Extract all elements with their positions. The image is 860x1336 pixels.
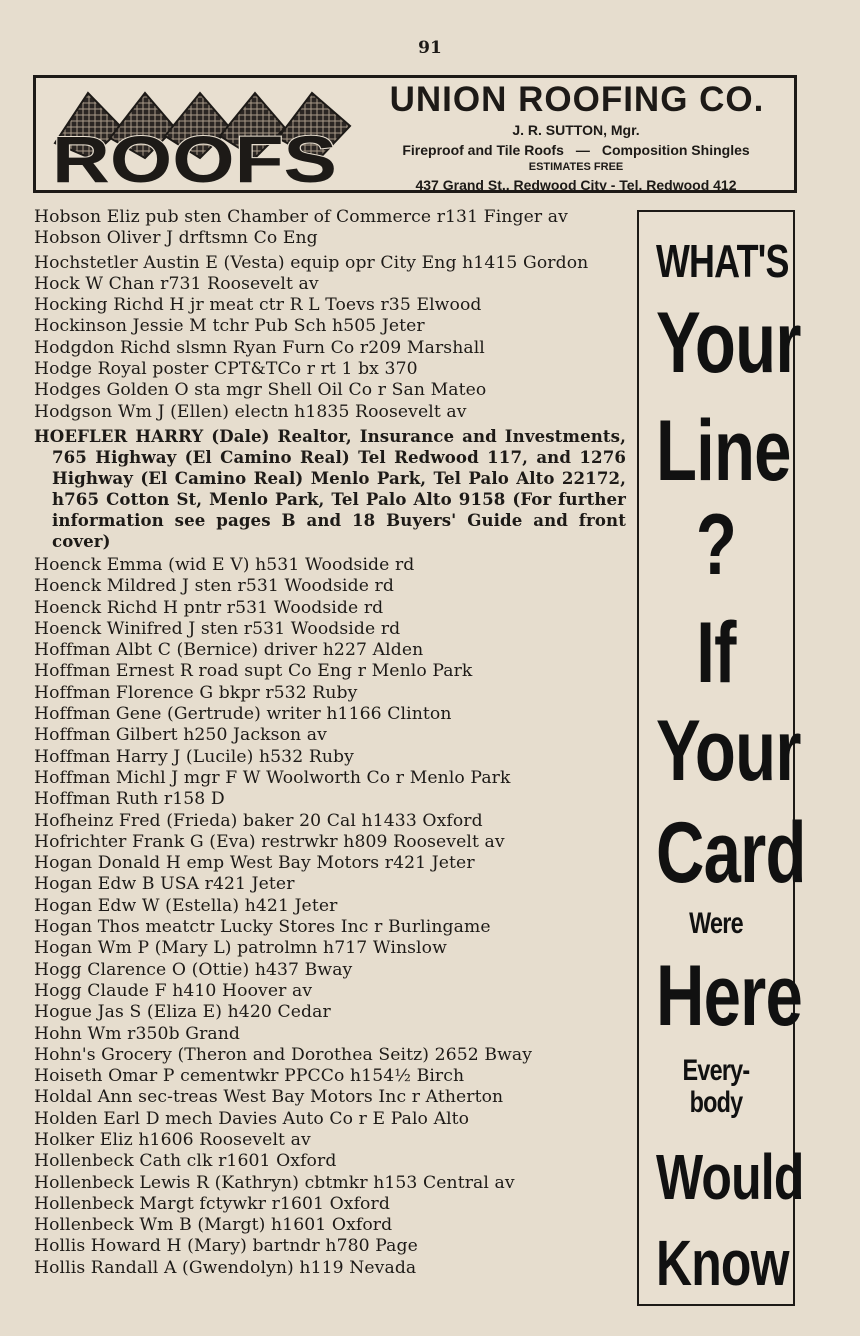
list-item: Hoenck Mildred J sten r531 Woodside rd bbox=[34, 576, 394, 597]
list-item: Hohn's Grocery (Theron and Dorothea Seitz) 2652 Bway bbox=[34, 1044, 533, 1065]
list-item: Hogan Wm P (Mary L) patrolmn h717 Winslow bbox=[34, 938, 447, 959]
list-item: Hogg Claude F h410 Hoover av bbox=[34, 980, 313, 1001]
list-item: Hollenbeck Wm B (Margt) h1601 Oxford bbox=[34, 1215, 393, 1236]
ad-line-body: body bbox=[689, 1086, 743, 1119]
list-item: Hoffman Albt C (Bernice) driver h227 Alden bbox=[34, 640, 424, 661]
ad-line-your-1: Your bbox=[655, 295, 801, 391]
ad-line-would: Would bbox=[655, 1141, 804, 1213]
hoefler-harry-listing: HOEFLER HARRY (Dale) Realtor, Insurance and Investments, 765 Highway (El Camino Real) Tel Redwood 117, and 1276 Highway (El Camino Real) Menlo Park, Tel Palo Alto 22172, h765 Cotton St, Menlo Park, Tel Palo Alto 9158 (For further information see pages B and 18 Buyers' Guide and front cover) bbox=[34, 425, 626, 551]
union-roofing-ad bbox=[33, 75, 797, 193]
list-item: Hoffman Gene (Gertrude) writer h1166 Clinton bbox=[34, 704, 452, 725]
list-item: Hodge Royal poster CPT&TCo r rt 1 bx 370 bbox=[34, 359, 418, 380]
list-item: Hoenck Emma (wid E V) h531 Woodside rd bbox=[34, 554, 415, 575]
list-item: Hodges Golden O sta mgr Shell Oil Co r San Mateo bbox=[34, 380, 487, 401]
list-item: Hollenbeck Cath clk r1601 Oxford bbox=[34, 1151, 337, 1172]
list-item: Hock W Chan r731 Roosevelt av bbox=[34, 273, 319, 294]
list-item: Hofheinz Fred (Frieda) baker 20 Cal h1433 Oxford bbox=[34, 810, 483, 831]
list-item: Hoffman Gilbert h250 Jackson av bbox=[34, 725, 327, 746]
list-item: Hoffman Harry J (Lucile) h532 Ruby bbox=[34, 746, 354, 767]
list-item: Hogan Donald H emp West Bay Motors r421 Jeter bbox=[34, 853, 475, 874]
manager-name: J. R. SUTTON, Mgr. bbox=[512, 122, 640, 138]
company-name: UNION ROOFING CO. bbox=[389, 80, 765, 119]
ad-line-whats: WHAT'S bbox=[655, 235, 789, 287]
roof-types bbox=[358, 142, 794, 158]
roof-type-dash: — bbox=[575, 142, 590, 158]
ad-line-line: Line bbox=[655, 403, 791, 499]
list-item: Holden Earl D mech Davies Auto Co r E Palo Alto bbox=[34, 1108, 470, 1129]
roof-type-fireproof: Fireproof and Tile Roofs bbox=[402, 142, 564, 158]
ad-line-here: Here bbox=[655, 948, 802, 1044]
list-item: Hollis Howard H (Mary) bartndr h780 Page bbox=[34, 1236, 418, 1257]
roof-type-composition: Composition Shingles bbox=[601, 142, 750, 158]
list-item: Hofrichter Frank G (Eva) restrwkr h809 Roosevelt av bbox=[34, 831, 505, 852]
ad-line-card: Card bbox=[655, 805, 806, 901]
list-item: Hoffman Michl J mgr F W Woolworth Co r Menlo Park bbox=[34, 767, 511, 788]
company-address: 437 Grand St., Redwood City - Tel. Redwood 412 bbox=[415, 177, 737, 193]
list-item: Holker Eliz h1606 Roosevelt av bbox=[34, 1129, 311, 1150]
ad-line-every: Every- bbox=[682, 1054, 750, 1087]
ad-line-if: If bbox=[696, 605, 736, 701]
list-item: Hobson Oliver J drftsmn Co Eng bbox=[34, 228, 318, 249]
list-item: Hoffman Ernest R road supt Co Eng r Menlo Park bbox=[34, 661, 473, 682]
list-item: Hoffman Ruth r158 D bbox=[34, 789, 225, 810]
estimates-free: ESTIMATES FREE bbox=[528, 161, 624, 173]
list-item: Hochstetler Austin E (Vesta) equip opr City Eng h1415 Gordon bbox=[34, 252, 589, 273]
list-item: Hoffman Florence G bkpr r532 Ruby bbox=[34, 682, 358, 703]
ad-line-know: Know bbox=[655, 1227, 789, 1299]
list-item: Hockinson Jessie M tchr Pub Sch h505 Jeter bbox=[34, 316, 425, 337]
list-item: Hoenck Winifred J sten r531 Woodside rd bbox=[34, 618, 401, 639]
directory-listings bbox=[34, 207, 626, 1279]
list-item: Holdal Ann sec-treas West Bay Motors Inc r Atherton bbox=[34, 1087, 504, 1108]
list-item: Hohn Wm r350b Grand bbox=[34, 1023, 241, 1044]
list-item: Hollenbeck Margt fctywkr r1601 Oxford bbox=[34, 1193, 390, 1214]
list-item: Hodgdon Richd slsmn Ryan Furn Co r209 Marshall bbox=[34, 337, 485, 358]
ad-line-were: Were bbox=[689, 907, 743, 940]
list-item: Hollis Randall A (Gwendolyn) h119 Nevada bbox=[34, 1257, 417, 1278]
list-item: Hoiseth Omar P cementwkr PPCCo h154½ Birch bbox=[34, 1066, 465, 1087]
list-item: Hocking Richd H jr meat ctr R L Toevs r35 Elwood bbox=[34, 295, 482, 316]
list-item: Hogg Clarence O (Ottie) h437 Bway bbox=[34, 959, 353, 980]
list-item: Hodgson Wm J (Ellen) electn h1835 Roosevelt av bbox=[34, 401, 467, 422]
roofs-logo-text: ROOFS bbox=[52, 122, 337, 188]
list-item: Hobson Eliz pub sten Chamber of Commerce r131 Finger av bbox=[34, 207, 568, 227]
ad-line-your-2: Your bbox=[655, 703, 801, 799]
roofs-logo bbox=[50, 88, 360, 188]
list-item: Hogue Jas S (Eliza E) h420 Cedar bbox=[34, 1002, 331, 1023]
page-number: 91 bbox=[418, 38, 442, 58]
list-item: Hogan Edw B USA r421 Jeter bbox=[34, 874, 295, 895]
ad-line-question: ? bbox=[695, 497, 737, 593]
whats-your-line-ad bbox=[637, 210, 806, 1306]
list-item: Hoenck Richd H pntr r531 Woodside rd bbox=[34, 597, 384, 618]
list-item: Hollenbeck Lewis R (Kathryn) cbtmkr h153 Central av bbox=[34, 1172, 515, 1193]
list-item: Hogan Thos meatctr Lucky Stores Inc r Burlingame bbox=[34, 917, 491, 938]
list-item: Hogan Edw W (Estella) h421 Jeter bbox=[34, 895, 338, 916]
